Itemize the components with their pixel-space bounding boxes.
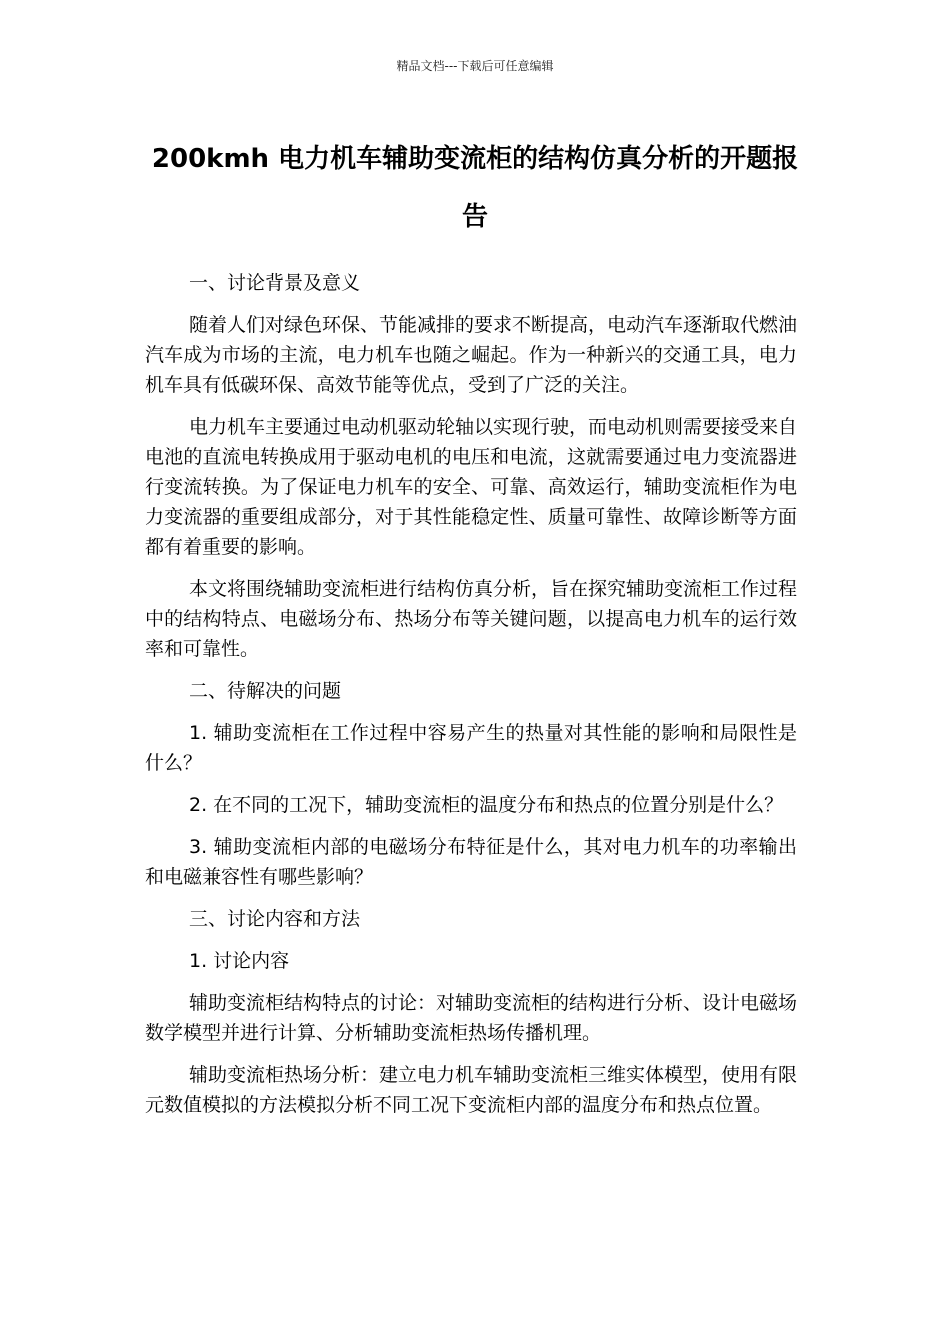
paragraph-background-2: 电力机车主要通过电动机驱动轮轴以实现行驶，而电动机则需要接受来自电池的直流电转换成用于驱动电机的电压和电流，这就需要通过电力变流器进行变流转换。为了保证电力机车的安全、可靠、高效运行，辅助变流柜作为电力变流器的重要组成部分，对于其性能稳定性、质量可靠性、故障诊断等方面都有着重要的影响。 xyxy=(145,416,798,558)
page-header: 精品文档---下载后可任意编辑 xyxy=(396,59,554,73)
problem-item-2: 2. 在不同的工况下，辅助变流柜的温度分布和热点的位置分别是什么？ xyxy=(189,794,784,816)
paragraph-background-1: 随着人们对绿色环保、节能减排的要求不断提高，电动汽车逐渐取代燃油汽车成为市场的主流，电力机车也随之崛起。作为一种新兴的交通工具，电力机车具有低碳环保、高效节能等优点，受到了广泛的关注。 xyxy=(145,314,798,396)
paragraph-background-3: 本文将围绕辅助变流柜进行结构仿真分析，旨在探究辅助变流柜工作过程中的结构特点、电磁场分布、热场分布等关键问题，以提高电力机车的运行效率和可靠性。 xyxy=(145,578,798,660)
section-heading-background: 一、讨论背景及意义 xyxy=(189,272,361,294)
problem-item-1: 1. 辅助变流柜在工作过程中容易产生的热量对其性能的影响和局限性是什么？ xyxy=(145,722,797,774)
section-heading-problems: 二、待解决的问题 xyxy=(189,680,342,702)
document-title: 200kmh 电力机车辅助变流柜的结构仿真分析的开题报告 xyxy=(151,144,799,232)
subsection-heading-content: 1. 讨论内容 xyxy=(189,950,290,972)
section-heading-methods: 三、讨论内容和方法 xyxy=(189,908,361,930)
document-body xyxy=(145,268,797,1132)
problem-item-3: 3. 辅助变流柜内部的电磁场分布特征是什么，其对电力机车的功率输出和电磁兼容性有哪些影响？ xyxy=(145,836,797,888)
paragraph-content-2: 辅助变流柜热场分析：建立电力机车辅助变流柜三维实体模型，使用有限元数值模拟的方法模拟分析不同工况下变流柜内部的温度分布和热点位置。 xyxy=(145,1064,798,1116)
paragraph-content-1: 辅助变流柜结构特点的讨论：对辅助变流柜的结构进行分析、设计电磁场数学模型并进行计算、分析辅助变流柜热场传播机理。 xyxy=(145,992,798,1044)
